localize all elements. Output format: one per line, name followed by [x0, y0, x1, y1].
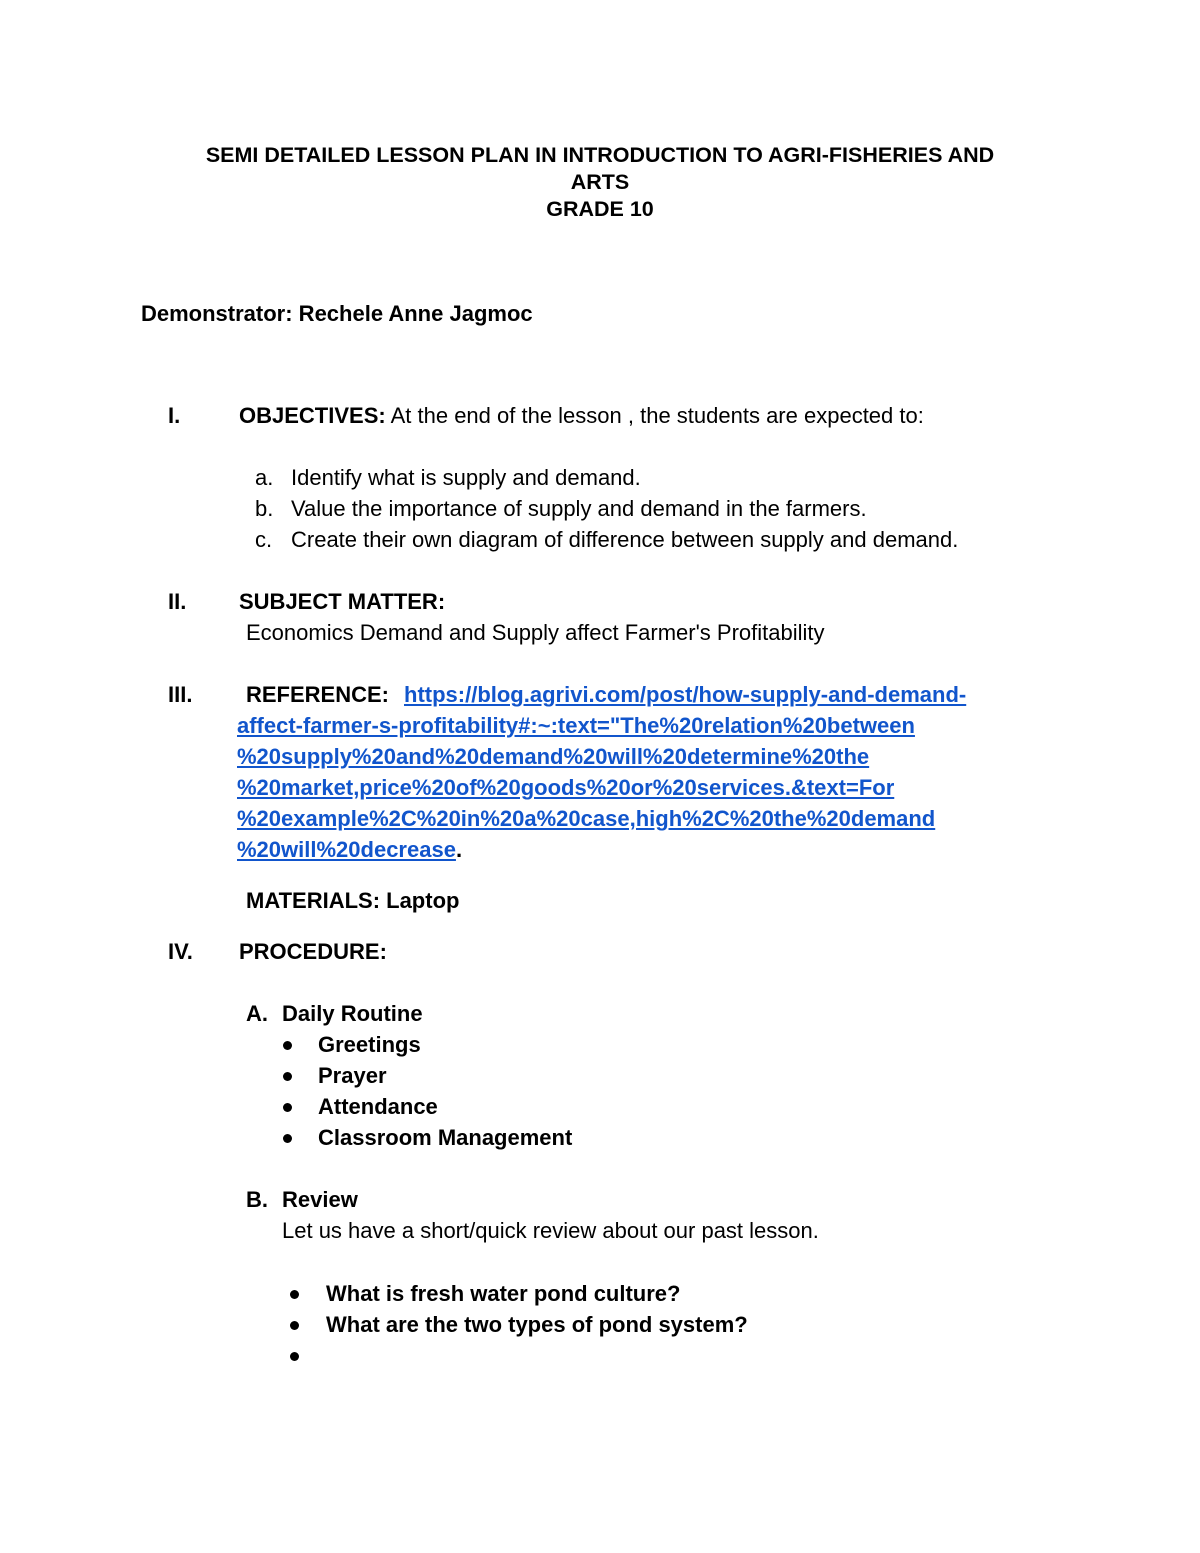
review-question-1: What is fresh water pond culture? [326, 1281, 681, 1306]
materials: MATERIALS: Laptop [246, 888, 460, 913]
objectives-heading [239, 402, 924, 430]
objective-marker-b: b. [255, 496, 274, 521]
reference-link-line-5[interactable]: %20example%2C%20in%20a%20case,high%2C%20the%20demand [237, 806, 936, 831]
review-text: Let us have a short/quick review about our past lesson. [282, 1218, 819, 1243]
reference-link-line-2[interactable]: affect-farmer-s-profitability#:~:text="The%20relation%20between [237, 713, 915, 738]
title-line-2: ARTS [570, 170, 630, 194]
reference-link-line-1[interactable]: https://blog.agrivi.com/post/how-supply-and-demand- [404, 682, 967, 707]
objectives-label: OBJECTIVES: [239, 403, 386, 428]
review-marker: B. [246, 1187, 268, 1212]
routine-item-attendance: Attendance [318, 1094, 438, 1119]
objective-item-b: Value the importance of supply and demand in the farmers. [291, 496, 867, 521]
reference-link-line-6[interactable]: %20will%20decrease [237, 837, 456, 862]
bullet-icon [283, 1103, 292, 1112]
reference-link-line-4[interactable]: %20market,price%20of%20goods%20or%20services.&text=For [237, 775, 895, 800]
daily-routine-marker: A. [246, 1001, 268, 1026]
reference-link-line-3[interactable]: %20supply%20and%20demand%20will%20determine%20the [237, 744, 870, 769]
reference-link-last-line [237, 836, 462, 864]
subject-matter-text: Economics Demand and Supply affect Farmer's Profitability [246, 620, 825, 645]
bullet-icon [283, 1072, 292, 1081]
reference-period: . [455, 837, 463, 862]
daily-routine-label: Daily Routine [282, 1001, 423, 1026]
objective-marker-a: a. [255, 465, 274, 490]
demonstrator: Demonstrator: Rechele Anne Jagmoc [141, 301, 533, 326]
routine-item-prayer: Prayer [318, 1063, 387, 1088]
bullet-icon [290, 1290, 299, 1299]
title-line-1: SEMI DETAILED LESSON PLAN IN INTRODUCTION TO AGRI-FISHERIES AND [205, 143, 995, 167]
bullet-icon [283, 1041, 292, 1050]
routine-item-greetings: Greetings [318, 1032, 421, 1057]
objective-marker-c: c. [255, 527, 273, 552]
reference-label: REFERENCE: [246, 682, 390, 707]
review-question-2: What are the two types of pond system? [326, 1312, 748, 1337]
bullet-icon [283, 1134, 292, 1143]
procedure-label: PROCEDURE: [239, 939, 387, 964]
routine-item-classroom-management: Classroom Management [318, 1125, 573, 1150]
reference-numeral: III. [168, 682, 193, 707]
title-line-3: GRADE 10 [546, 197, 654, 221]
objective-item-a: Identify what is supply and demand. [291, 465, 641, 490]
bullet-icon [290, 1321, 299, 1330]
objectives-text: At the end of the lesson , the students are expected to: [385, 403, 924, 428]
subject-matter-numeral: II. [168, 589, 187, 614]
bullet-icon [290, 1352, 299, 1361]
subject-matter-label: SUBJECT MATTER: [239, 589, 446, 614]
objective-item-c: Create their own diagram of difference between supply and demand. [291, 527, 959, 552]
review-label: Review [282, 1187, 358, 1212]
objectives-numeral: I. [168, 403, 181, 428]
procedure-numeral: IV. [168, 939, 193, 964]
